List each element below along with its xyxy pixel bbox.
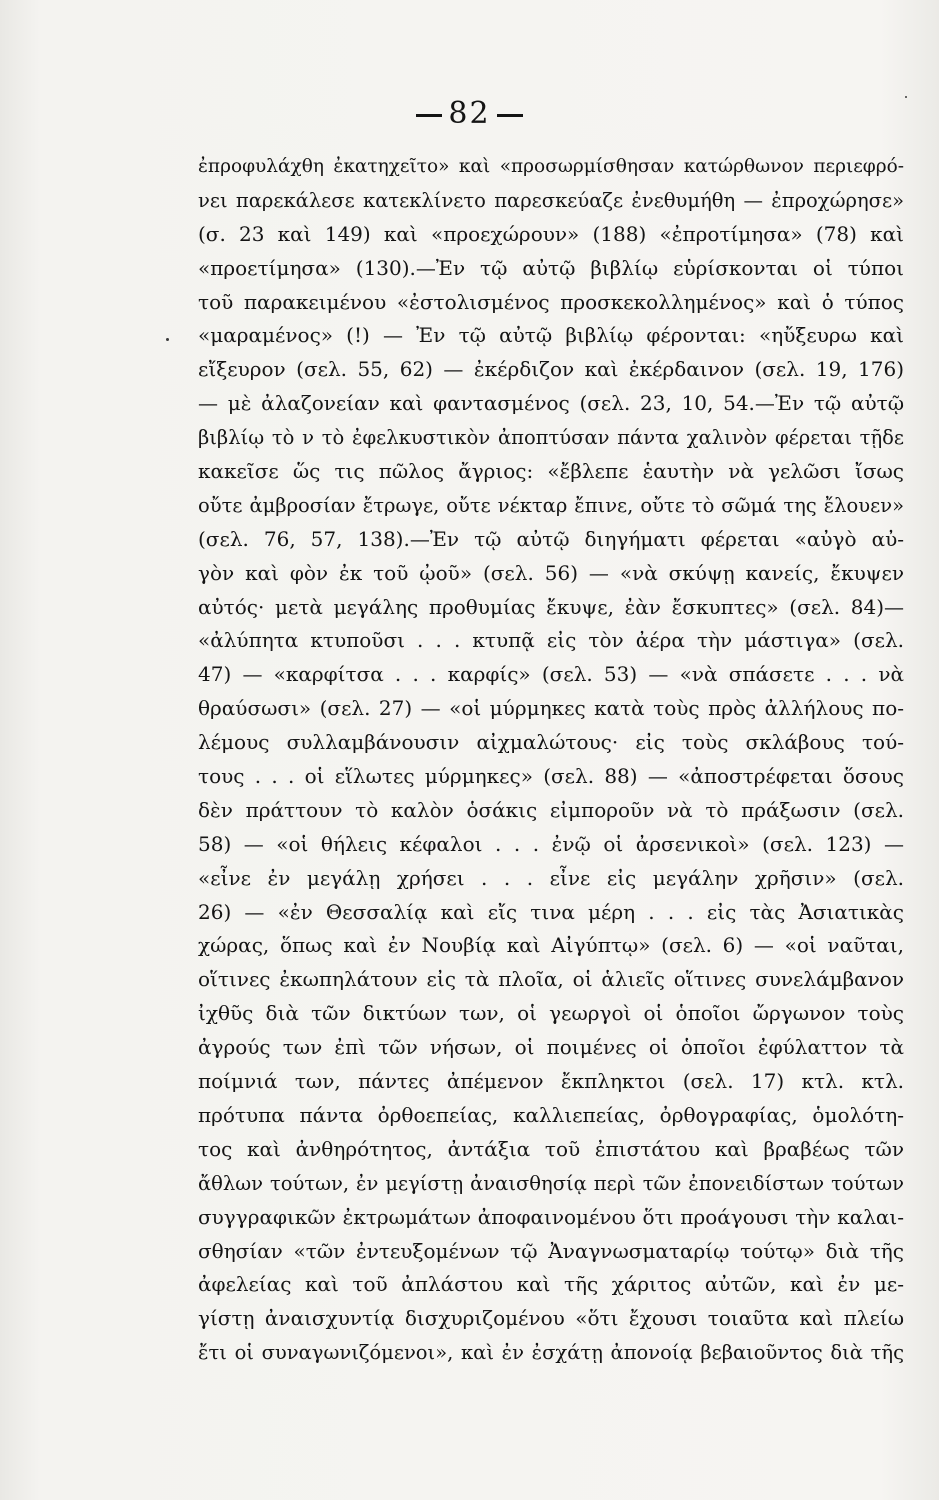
text-line: τος καὶ ἀνθηρότητος, ἀντάξια τοῦ ἐπιστάτου καὶ βραβέως τῶν: [198, 1136, 904, 1161]
text-line: ἔτι οἱ συναγωνιζόμενοι», καὶ ἐν ἐσχάτῃ ἀπονοίᾳ βεβαιοῦντος διὰ τῆς: [198, 1341, 904, 1365]
text-line: 58) — «οἱ θήλεις κέφαλοι . . . ἐνῷ οἱ ἀρσενικοὶ» (σελ. 123) —: [198, 831, 904, 856]
ink-speck: [905, 96, 907, 98]
text-line: γίστῃ ἀναισχυντίᾳ δισχυριζομένου «ὅτι ἔχουσι τοιαῦτα καὶ πλείω: [198, 1306, 904, 1331]
page-number-dash-left: [416, 114, 442, 117]
text-line: θραύσωσι» (σελ. 27) — «οἱ μύρμηκες κατὰ τοὺς πρὸς ἀλλήλους πο-: [198, 696, 904, 721]
text-line: «προετίμησα» (130).—Ἐν τῷ αὐτῷ βιβλίῳ εὑρίσκονται οἱ τύποι: [198, 255, 904, 280]
text-line: (σ. 23 καὶ 149) καὶ «προεχώρουν» (188) «ἐπροτίμησα» (78) καὶ: [198, 221, 904, 246]
body-text: [198, 150, 904, 1370]
text-line: βιβλίῳ τὸ ν τὸ ἐφελκυστικὸν ἀποπτύσαν πάντα χαλινὸν φέρεται τῇδε: [198, 426, 904, 450]
text-line: γὸν καὶ φὸν ἐκ τοῦ ᾠοῦ» (σελ. 56) — «νὰ σκύψῃ κανείς, ἔκυψεν: [198, 560, 904, 585]
text-line: 47) — «καρφίτσα . . . καρφίς» (σελ. 53) — «νὰ σπάσετε . . . νὰ: [198, 662, 904, 687]
text-line: ἄθλων τούτων, ἐν μεγίστῃ ἀναισθησίᾳ περὶ τῶν ἐπονειδίστων τούτων: [198, 1171, 904, 1195]
text-line: οὔτε ἀμβροσίαν ἔτρωγε, οὔτε νέκταρ ἔπινε, οὔτε τὸ σῶμά της ἔλουεν»: [198, 493, 904, 517]
text-line: ἀφελείας καὶ τοῦ ἀπλάστου καὶ τῆς χάριτος αὐτῶν, καὶ ἐν με-: [198, 1272, 904, 1297]
page-number-text: 82: [448, 96, 491, 131]
text-line: «εἶνε ἐν μεγάλῃ χρήσει . . . εἶνε εἰς μεγάλην χρῆσιν» (σελ.: [198, 865, 904, 890]
text-line: νει παρεκάλεσε κατεκλίνετο παρεσκεύαζε ἐνεθυμήθη — ἐπροχώρησε»: [198, 188, 904, 212]
text-line: ἐπροφυλάχθη ἐκατηχεῖτο» καὶ «προσωρμίσθησαν κατώρθωνον περιεφρό-: [198, 156, 904, 177]
text-line: σθησίαν «τῶν ἐντευξομένων τῷ Ἀναγνωσματαρίῳ τούτῳ» διὰ τῆς: [198, 1238, 904, 1263]
text-line: αὐτός· μετὰ μεγάλης προθυμίας ἔκυψε, ἐὰν ἔσκυπτες» (σελ. 84)—: [198, 594, 904, 619]
text-line: συγγραφικῶν ἐκτρωμάτων ἀποφαινομένου ὅτι προάγουσι τὴν καλαι-: [198, 1204, 904, 1229]
page-number-dash-right: [497, 114, 523, 117]
text-line: ἀγρούς των ἐπὶ τῶν νήσων, οἱ ποιμένες οἱ ὁποῖοι ἐφύλαττον τὰ: [198, 1035, 904, 1060]
text-line: «ἀλύπητα κτυποῦσι . . . κτυπᾷ εἰς τὸν ἀέρα τὴν μάστιγα» (σελ.: [198, 628, 904, 653]
ink-speck: [166, 338, 169, 341]
text-line: λέμους συλλαμβάνουσιν αἰχμαλώτους· εἰς τοὺς σκλάβους τού-: [198, 730, 904, 755]
text-line: δὲν πράττουν τὸ καλὸν ὁσάκις εἰμποροῦν νὰ τὸ πράξωσιν (σελ.: [198, 797, 904, 822]
text-line: τοῦ παρακειμένου «ἐστολισμένος προσκεκολλημένος» καὶ ὁ τύπος: [198, 289, 904, 314]
text-line: εἴξευρον (σελ. 55, 62) — ἐκέρδιζον καὶ ἐκέρδαινον (σελ. 19, 176): [198, 357, 904, 382]
text-line: 26) — «ἐν Θεσσαλίᾳ καὶ εἴς τινα μέρη . . . εἰς τὰς Ἀσιατικὰς: [198, 899, 904, 924]
text-line: τους . . . οἱ εἵλωτες μύρμηκες» (σελ. 88) — «ἀποστρέφεται ὅσους: [198, 764, 904, 789]
page-number: [0, 96, 939, 131]
text-line: οἵτινες ἐκωπηλάτουν εἰς τὰ πλοῖα, οἱ ἁλιεῖς οἵτινες συνελάμβανον: [198, 967, 904, 992]
text-line: ἰχθῦς διὰ τῶν δικτύων των, οἱ γεωργοὶ οἱ ὁποῖοι ὤργωνον τοὺς: [198, 1001, 904, 1026]
text-line: πρότυπα πάντα ὀρθοεπείας, καλλιεπείας, ὀρθογραφίας, ὁμολότη-: [198, 1102, 904, 1127]
text-line: «μαραμένος» (!) — Ἐν τῷ αὐτῷ βιβλίῳ φέρονται: «ηὔξευρω καὶ: [198, 323, 904, 348]
text-line: — μὲ ἀλαζονείαν καὶ φαντασμένος (σελ. 23, 10, 54.—Ἐν τῷ αὐτῷ: [198, 391, 904, 416]
text-line: κακεῖσε ὥς τις πῶλος ἄγριος: «ἔβλεπε ἑαυτὴν νὰ γελῶσι ἴσως: [198, 459, 904, 484]
text-line: ποίμνιά των, πάντες ἀπέμενον ἔκπληκτοι (σελ. 17) κτλ. κτλ.: [198, 1069, 904, 1094]
text-line: χώρας, ὅπως καὶ ἐν Νουβίᾳ καὶ Αἰγύπτῳ» (σελ. 6) — «οἱ ναῦται,: [198, 933, 904, 958]
text-line: (σελ. 76, 57, 138).—Ἐν τῷ αὐτῷ διηγήματι φέρεται «αὐγὸ αὐ-: [198, 526, 904, 551]
